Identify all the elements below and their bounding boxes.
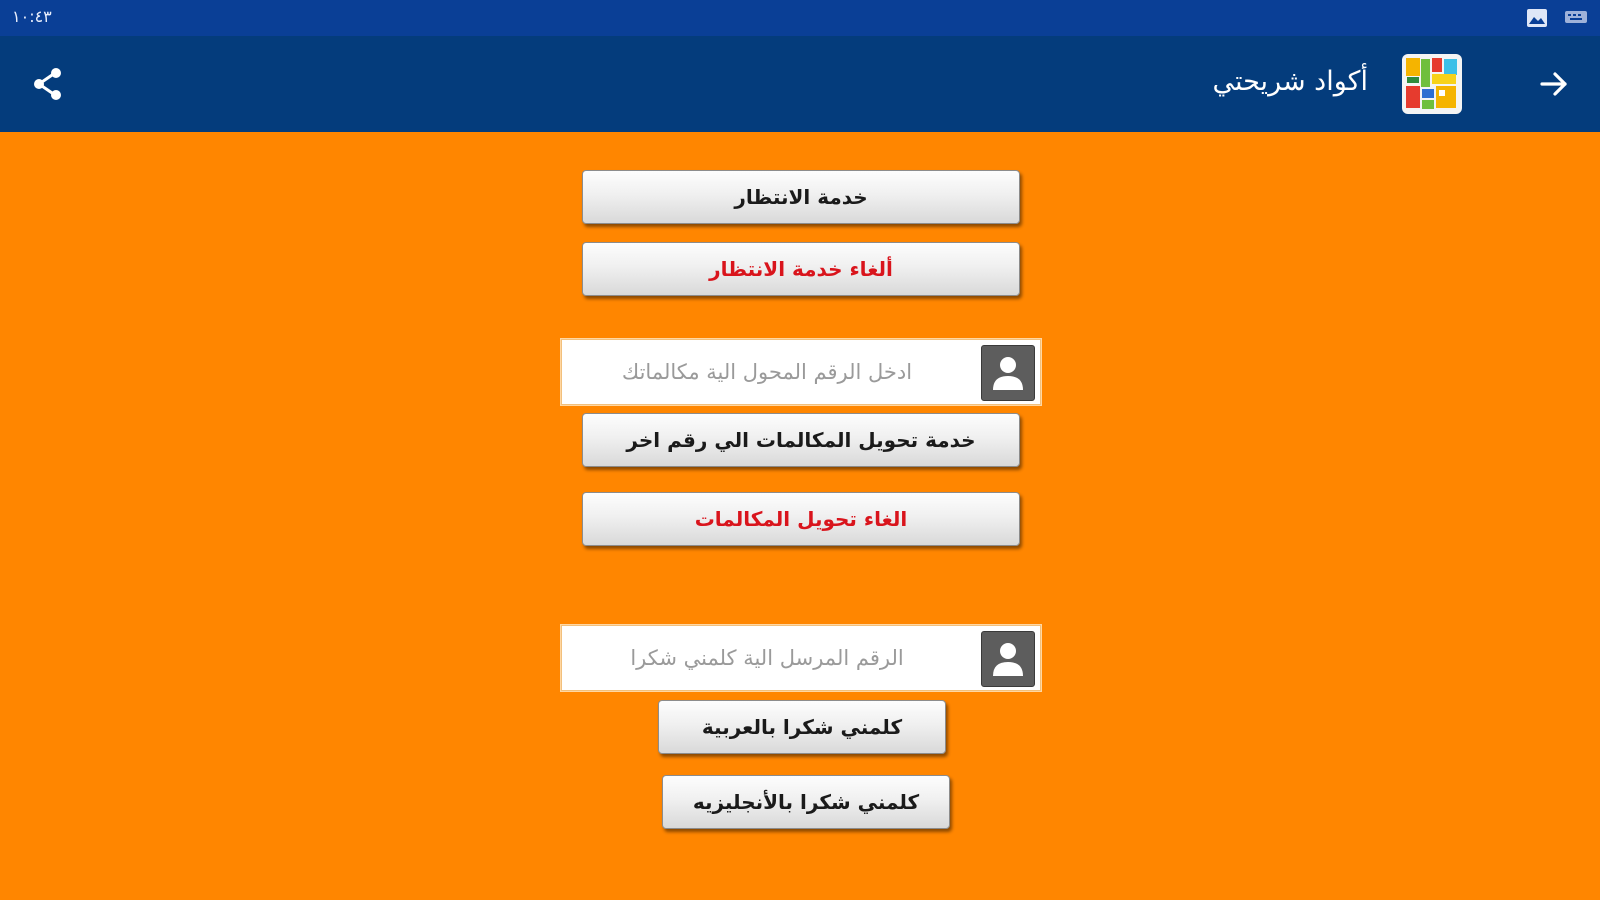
share-button[interactable] xyxy=(28,64,68,104)
back-button[interactable] xyxy=(1534,64,1574,104)
contact-person-icon xyxy=(988,352,1028,394)
status-bar xyxy=(0,0,1600,36)
keyboard-icon xyxy=(1564,9,1588,27)
cancel-call-forwarding-button[interactable]: الغاء تحويل المكالمات xyxy=(582,492,1020,546)
app-bar xyxy=(0,36,1600,132)
contact-person-icon xyxy=(988,638,1028,680)
forward-number-input[interactable] xyxy=(562,340,972,404)
app-logo xyxy=(1401,53,1463,115)
callme-english-button[interactable]: كلمني شكرا بالأنجليزيه xyxy=(662,775,950,829)
call-waiting-button[interactable]: خدمة الانتظار xyxy=(582,170,1020,224)
share-icon xyxy=(28,64,68,104)
callme-number-input[interactable] xyxy=(562,626,972,690)
callme-arabic-button[interactable]: كلمني شكرا بالعربية xyxy=(658,700,946,754)
status-icons xyxy=(1526,8,1588,28)
forward-number-container xyxy=(561,339,1041,405)
cancel-call-waiting-button[interactable]: ألغاء خدمة الانتظار xyxy=(582,242,1020,296)
image-notification-icon xyxy=(1526,8,1548,28)
forward-contact-picker-button[interactable] xyxy=(981,345,1035,401)
callme-number-container xyxy=(561,625,1041,691)
app-title: أكواد شريحتي xyxy=(1212,66,1368,97)
back-arrow-icon xyxy=(1534,64,1574,104)
call-forwarding-button[interactable]: خدمة تحويل المكالمات الي رقم اخر xyxy=(582,413,1020,467)
status-time: ١٠:٤٣ xyxy=(12,7,52,26)
callme-contact-picker-button[interactable] xyxy=(981,631,1035,687)
